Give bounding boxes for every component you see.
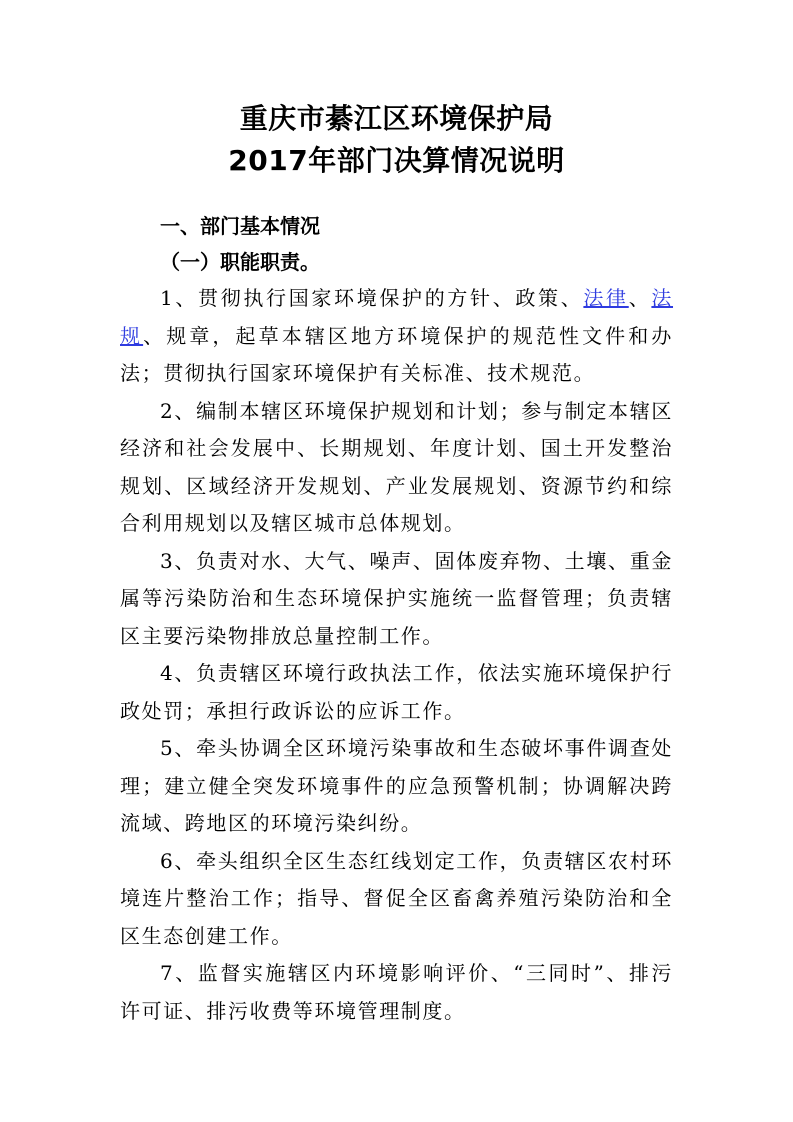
section-heading-basic-info: 一、部门基本情况 xyxy=(160,214,320,238)
subsection-heading-functions: （一）职能职责。 xyxy=(160,250,320,274)
link-regulations[interactable]: 法规 xyxy=(120,286,674,348)
paragraph-item-1-text-start: 1、贯彻执行国家环境保护的方针、政策、 xyxy=(160,286,584,310)
document-title-line1: 重庆市綦江区环境保护局 xyxy=(239,102,554,135)
paragraph-item-4: 4、负责辖区环境行政执法工作，依法实施环境保护行政处罚；承担行政诉讼的应诉工作。 xyxy=(120,661,673,723)
paragraph-item-5: 5、牵头协调全区环境污染事故和生态破坏事件调查处理；建立健全突发环境事件的应急预警机制；协调解决跨流域、跨地区的环境污染纠纷。 xyxy=(120,736,673,835)
paragraph-item-7: 7、监督实施辖区内环境影响评价、“三同时”、排污许可证、排污收费等环境管理制度。 xyxy=(120,961,673,1023)
paragraph-item-1-text-end: 、规章，起草本辖区地方环境保护的规范性文件和办法；贯彻执行国家环境保护有关标准、技术规范。 xyxy=(120,323,673,385)
paragraph-item-2: 2、编制本辖区环境保护规划和计划；参与制定本辖区经济和社会发展中、长期规划、年度计划、国土开发整治规划、区域经济开发规划、产业发展规划、资源节约和综合利用规划以及辖区城市总体规划。 xyxy=(120,398,673,535)
paragraph-item-3: 3、负责对水、大气、噪声、固体废弃物、土壤、重金属等污染防治和生态环境保护实施统一监督管理；负责辖区主要污染物排放总量控制工作。 xyxy=(120,548,673,648)
paragraph-item-1-separator: 、 xyxy=(628,286,652,310)
document-title-line2: 2017年部门决算情况说明 xyxy=(228,144,565,177)
paragraph-item-6: 6、牵头组织全区生态红线划定工作，负责辖区农村环境连片整治工作；指导、督促全区畜禽养殖污染防治和全区生态创建工作。 xyxy=(120,848,673,948)
link-laws[interactable]: 法律 xyxy=(583,286,629,310)
paragraph-item-1 xyxy=(120,280,673,393)
